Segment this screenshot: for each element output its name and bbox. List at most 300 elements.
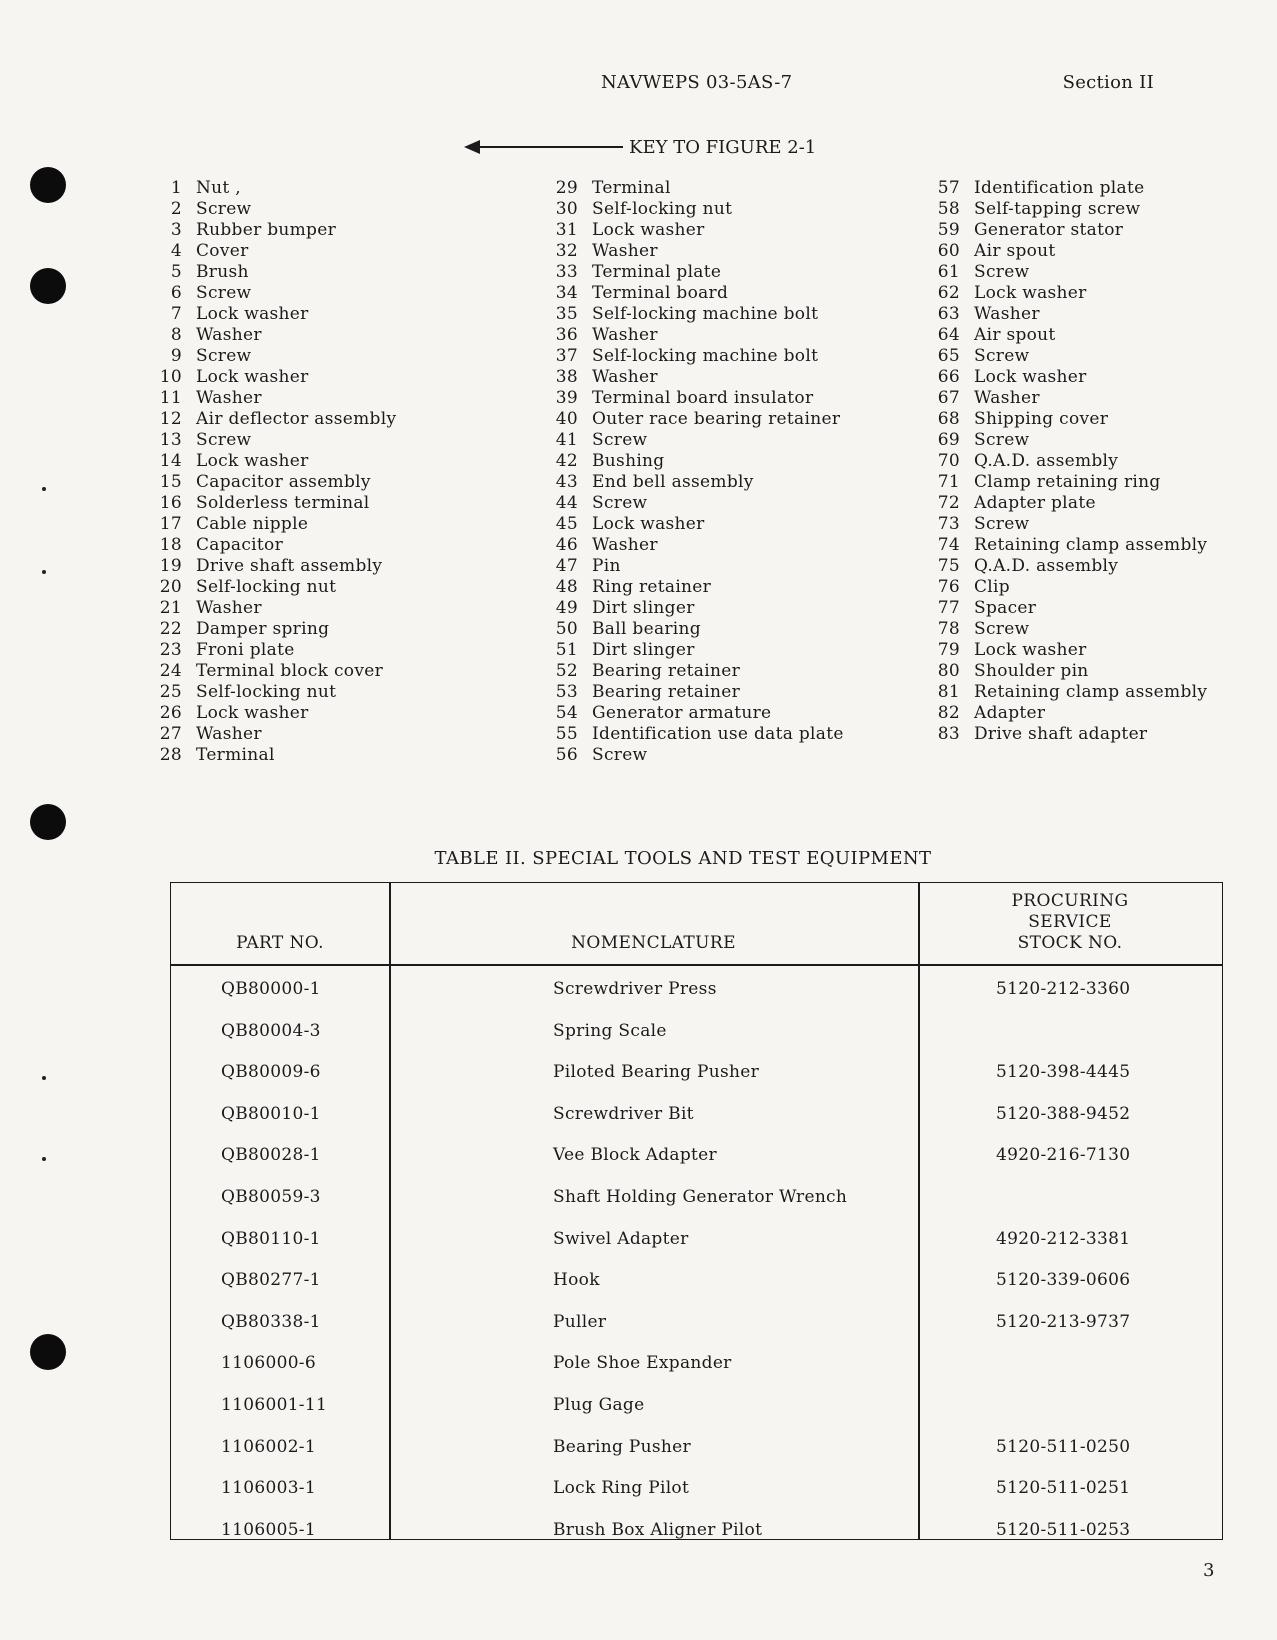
key-item-label: Generator armature (592, 703, 772, 723)
nomenclature-cell: Hook (553, 1270, 600, 1291)
key-item-number: 71 (937, 472, 960, 492)
part-number-cell: QB80059-3 (221, 1187, 321, 1207)
key-item (540, 514, 844, 535)
key-item (540, 304, 844, 325)
key-item (156, 724, 396, 745)
key-item-number: 65 (937, 346, 960, 366)
key-title-text: KEY TO FIGURE 2-1 (629, 136, 817, 158)
key-item-label: Rubber bumper (196, 220, 337, 240)
table-row (171, 1395, 1222, 1437)
key-item-label: Self-tapping screw (974, 199, 1141, 219)
key-item-label: Washer (592, 325, 658, 345)
key-item-label: Generator stator (974, 220, 1124, 240)
part-number-cell: QB80338-1 (221, 1311, 321, 1332)
part-number-cell: QB80110-1 (221, 1228, 321, 1249)
key-item (156, 409, 396, 430)
nomenclature-cell: Spring Scale (553, 1020, 667, 1041)
key-item-label: Cable nipple (196, 514, 309, 534)
key-item-number: 75 (937, 556, 960, 576)
nomenclature-cell: Screwdriver Bit (553, 1103, 694, 1124)
key-item (922, 556, 1207, 577)
key-item-label: Screw (974, 514, 1030, 534)
key-item-label: Screw (592, 493, 648, 513)
binder-hole (30, 804, 66, 840)
left-arrow-icon (468, 146, 623, 148)
key-item (156, 325, 396, 346)
key-item (922, 178, 1207, 199)
key-item-label: Ball bearing (592, 619, 701, 639)
key-item-label: Terminal plate (592, 262, 722, 282)
key-item-label: Washer (974, 388, 1040, 408)
table-row (171, 979, 1222, 1021)
part-number-cell: QB80009-6 (221, 1062, 321, 1083)
key-item (156, 283, 396, 304)
key-item-label: Lock washer (196, 304, 309, 324)
key-item-label: Lock washer (974, 640, 1087, 660)
key-item (156, 367, 396, 388)
key-item (540, 430, 844, 451)
key-item-number: 15 (159, 472, 182, 492)
key-item (922, 661, 1207, 682)
key-item-label: Outer race bearing retainer (592, 409, 841, 429)
key-item (156, 451, 396, 472)
header-divider (171, 964, 1222, 966)
table-row (171, 1229, 1222, 1271)
key-item-number: 79 (937, 640, 960, 660)
key-item (922, 346, 1207, 367)
key-item-label: Self-locking nut (592, 199, 733, 219)
tools-table (170, 882, 1223, 1540)
key-item-label: Capacitor assembly (196, 472, 371, 492)
key-item-number: 43 (555, 472, 578, 492)
key-item (922, 535, 1207, 556)
key-item-number: 59 (937, 220, 960, 240)
key-item-number: 56 (555, 745, 578, 765)
key-item-label: Drive shaft adapter (974, 724, 1148, 744)
key-item-number: 62 (937, 283, 960, 303)
key-item-label: Screw (196, 199, 252, 219)
nomenclature-cell: Screwdriver Press (553, 979, 717, 999)
key-item (540, 409, 844, 430)
key-item-number: 22 (159, 619, 182, 639)
key-item-label: Terminal (196, 745, 275, 765)
key-item-label: Self-locking nut (196, 682, 337, 702)
key-item-number: 5 (170, 262, 182, 282)
key-item-label: Identification plate (974, 178, 1145, 198)
part-number-cell: 1106003-1 (221, 1478, 316, 1499)
key-item-number: 24 (159, 661, 182, 681)
key-item-number: 16 (159, 493, 182, 513)
key-item-number: 41 (555, 430, 578, 450)
key-item-label: Screw (974, 430, 1030, 450)
key-item-number: 55 (555, 724, 578, 744)
key-item-number: 30 (555, 199, 578, 219)
key-item (540, 388, 844, 409)
key-item-label: Lock washer (196, 367, 309, 387)
key-item (922, 430, 1207, 451)
key-item-number: 23 (159, 640, 182, 660)
key-item (156, 640, 396, 661)
key-item (922, 283, 1207, 304)
key-item-number: 9 (170, 346, 182, 366)
key-item-label: Capacitor (196, 535, 284, 555)
key-item-number: 17 (159, 514, 182, 534)
key-item-number: 13 (159, 430, 182, 450)
key-item (156, 535, 396, 556)
key-item-number: 72 (937, 493, 960, 513)
key-item-label: Lock washer (974, 283, 1087, 303)
key-item (922, 388, 1207, 409)
key-item-label: Cover (196, 241, 249, 261)
page-number: 3 (1203, 1560, 1215, 1581)
key-item-number: 53 (555, 682, 578, 702)
key-item (922, 451, 1207, 472)
key-item-label: Screw (974, 619, 1030, 639)
binder-hole (30, 1334, 66, 1370)
key-item (540, 703, 844, 724)
key-item (540, 577, 844, 598)
key-item (156, 346, 396, 367)
key-item-number: 80 (937, 661, 960, 681)
key-item-label: Washer (196, 598, 262, 618)
key-item-label: Solderless terminal (196, 493, 370, 513)
key-item-number: 12 (159, 409, 182, 429)
key-column-2 (540, 178, 844, 766)
key-item (540, 472, 844, 493)
key-item-label: Terminal block cover (196, 661, 384, 681)
key-item-label: Washer (196, 724, 262, 744)
key-item-label: Shoulder pin (974, 661, 1089, 681)
key-column-3 (922, 178, 1207, 745)
key-item-label: Washer (974, 304, 1040, 324)
key-item (540, 493, 844, 514)
key-item-number: 3 (170, 220, 182, 240)
key-item-label: Damper spring (196, 619, 330, 639)
nomenclature-cell: Pole Shoe Expander (553, 1353, 732, 1374)
binder-hole (30, 167, 66, 203)
key-item (156, 262, 396, 283)
part-number-cell: QB80010-1 (221, 1103, 321, 1124)
table-row (171, 1270, 1222, 1312)
key-item-number: 1 (170, 178, 182, 198)
key-item (922, 514, 1207, 535)
nomenclature-cell: Shaft Holding Generator Wrench (553, 1187, 848, 1207)
key-item (540, 367, 844, 388)
key-item-number: 48 (555, 577, 578, 597)
key-item-number: 73 (937, 514, 960, 534)
key-item-label: Nut , (196, 178, 241, 198)
key-item-label: Q.A.D. assembly (974, 556, 1119, 576)
key-item (540, 325, 844, 346)
part-number-cell: 1106000-6 (221, 1353, 316, 1374)
key-item-label: Bushing (592, 451, 665, 471)
nomenclature-cell: Plug Gage (553, 1395, 645, 1415)
key-item (922, 199, 1207, 220)
key-item-label: Dirt slinger (592, 598, 695, 618)
key-item-number: 19 (159, 556, 182, 576)
scan-speck (42, 570, 46, 574)
key-item-label: Adapter plate (974, 493, 1096, 513)
key-item (156, 682, 396, 703)
key-item-number: 51 (555, 640, 578, 660)
document-id: NAVWEPS 03-5AS-7 (601, 72, 793, 93)
key-item-label: End bell assembly (592, 472, 754, 492)
key-item-number: 6 (170, 283, 182, 303)
key-item (922, 409, 1207, 430)
key-item-label: Screw (592, 745, 648, 765)
part-number-cell: QB80000-1 (221, 979, 321, 999)
key-item (922, 682, 1207, 703)
key-item-label: Clip (974, 577, 1010, 597)
key-item (156, 199, 396, 220)
key-item-number: 36 (555, 325, 578, 345)
key-item (540, 640, 844, 661)
key-item-label: Lock washer (974, 367, 1087, 387)
header-part-no: PART NO. (236, 933, 324, 953)
key-item-number: 31 (555, 220, 578, 240)
key-item-label: Lock washer (592, 220, 705, 240)
key-item-number: 33 (555, 262, 578, 282)
key-item (540, 178, 844, 199)
key-item-label: Lock washer (196, 703, 309, 723)
key-item-number: 39 (555, 388, 578, 408)
key-item-number: 28 (159, 745, 182, 765)
key-item (156, 514, 396, 535)
key-item (156, 430, 396, 451)
key-item (540, 598, 844, 619)
key-item-label: Washer (592, 535, 658, 555)
key-item-number: 7 (170, 304, 182, 324)
stock-number-cell: 4920-216-7130 (996, 1145, 1131, 1166)
scan-speck (42, 1157, 46, 1161)
table-row (171, 1353, 1222, 1395)
key-item-label: Dirt slinger (592, 640, 695, 660)
key-item (540, 283, 844, 304)
nomenclature-cell: Swivel Adapter (553, 1228, 689, 1249)
table-row (171, 1187, 1222, 1229)
key-item-label: Screw (974, 346, 1030, 366)
key-item-label: Spacer (974, 598, 1037, 618)
nomenclature-cell: Brush Box Aligner Pilot (553, 1519, 763, 1540)
stock-number-cell: 5120-511-0253 (996, 1519, 1131, 1540)
table-row (171, 1312, 1222, 1354)
scan-speck (42, 1076, 46, 1080)
key-item-label: Clamp retaining ring (974, 472, 1161, 492)
key-item-label: Terminal board insulator (592, 388, 814, 408)
key-item (922, 241, 1207, 262)
key-item-number: 40 (555, 409, 578, 429)
key-item-number: 47 (555, 556, 578, 576)
stock-number-cell: 5120-388-9452 (996, 1103, 1131, 1124)
key-item (922, 325, 1207, 346)
key-item (540, 346, 844, 367)
table-row (171, 1062, 1222, 1104)
table-row (171, 1520, 1222, 1562)
key-item (156, 493, 396, 514)
key-item-number: 69 (937, 430, 960, 450)
key-item (922, 220, 1207, 241)
table-title: TABLE II. SPECIAL TOOLS AND TEST EQUIPMENT (434, 848, 932, 869)
key-item (922, 577, 1207, 598)
key-item (156, 703, 396, 724)
key-item-number: 45 (555, 514, 578, 534)
key-item-label: Bearing retainer (592, 682, 741, 702)
part-number-cell: 1106005-1 (221, 1519, 316, 1540)
stock-number-cell: 5120-213-9737 (996, 1311, 1131, 1332)
key-item-label: Screw (196, 346, 252, 366)
key-item (156, 178, 396, 199)
key-item (156, 745, 396, 766)
key-item (922, 724, 1207, 745)
header-nomenclature: NOMENCLATURE (571, 933, 736, 953)
key-item-label: Lock washer (592, 514, 705, 534)
key-item-label: Washer (592, 367, 658, 387)
nomenclature-cell: Piloted Bearing Pusher (553, 1062, 760, 1083)
key-item-label: Screw (592, 430, 648, 450)
key-item (540, 619, 844, 640)
key-item-label: Terminal (592, 178, 671, 198)
key-item-label: Self-locking machine bolt (592, 304, 819, 324)
key-item-label: Q.A.D. assembly (974, 451, 1119, 471)
table-row (171, 1104, 1222, 1146)
key-item-label: Screw (974, 262, 1030, 282)
key-item-number: 83 (937, 724, 960, 744)
key-item-number: 10 (159, 367, 182, 387)
key-item-number: 61 (937, 262, 960, 282)
part-number-cell: QB80028-1 (221, 1145, 321, 1166)
table-row (171, 1021, 1222, 1063)
key-item-number: 42 (555, 451, 578, 471)
key-item-label: Identification use data plate (592, 724, 844, 744)
key-column-1 (156, 178, 396, 766)
key-item (156, 619, 396, 640)
key-item-number: 66 (937, 367, 960, 387)
key-item-label: Retaining clamp assembly (974, 535, 1208, 555)
stock-number-cell: 5120-212-3360 (996, 979, 1131, 999)
key-item-number: 74 (937, 535, 960, 555)
key-item (540, 262, 844, 283)
key-item-number: 34 (555, 283, 578, 303)
key-item-number: 2 (170, 199, 182, 219)
key-item-number: 32 (555, 241, 578, 261)
key-item-label: Terminal board (592, 283, 729, 303)
part-number-cell: QB80004-3 (221, 1020, 321, 1041)
key-item-label: Washer (196, 388, 262, 408)
key-item (922, 640, 1207, 661)
key-item (156, 388, 396, 409)
key-item-label: Screw (196, 430, 252, 450)
key-item-number: 70 (937, 451, 960, 471)
key-item (156, 241, 396, 262)
binder-hole (30, 268, 66, 304)
nomenclature-cell: Lock Ring Pilot (553, 1478, 690, 1499)
key-item (156, 472, 396, 493)
key-item (922, 304, 1207, 325)
key-item-number: 60 (937, 241, 960, 261)
key-item (922, 619, 1207, 640)
stock-number-cell: 5120-511-0250 (996, 1436, 1131, 1457)
key-item (540, 682, 844, 703)
key-item-label: Ring retainer (592, 577, 712, 597)
key-item-number: 35 (555, 304, 578, 324)
stock-number-cell: 5120-339-0606 (996, 1270, 1131, 1291)
key-title (468, 135, 816, 159)
key-item-number: 8 (170, 325, 182, 345)
stock-number-cell: 5120-511-0251 (996, 1478, 1131, 1499)
key-item-number: 38 (555, 367, 578, 387)
key-item-number: 64 (937, 325, 960, 345)
part-number-cell: 1106001-11 (221, 1395, 328, 1415)
key-item (922, 367, 1207, 388)
key-item-number: 14 (159, 451, 182, 471)
key-item-number: 76 (937, 577, 960, 597)
key-item-label: Bearing retainer (592, 661, 741, 681)
table-row (171, 1437, 1222, 1479)
key-item-number: 78 (937, 619, 960, 639)
key-item (156, 661, 396, 682)
key-item (540, 451, 844, 472)
key-item-label: Washer (196, 325, 262, 345)
key-item (540, 241, 844, 262)
key-item-number: 37 (555, 346, 578, 366)
key-item-label: Froni plate (196, 640, 295, 660)
key-item (922, 703, 1207, 724)
nomenclature-cell: Puller (553, 1311, 607, 1332)
key-item-number: 44 (555, 493, 578, 513)
key-item-number: 68 (937, 409, 960, 429)
key-item-number: 20 (159, 577, 182, 597)
key-item-number: 57 (937, 178, 960, 198)
part-number-cell: 1106002-1 (221, 1436, 316, 1457)
key-item (540, 724, 844, 745)
stock-number-cell: 4920-212-3381 (996, 1228, 1131, 1249)
key-item-number: 81 (937, 682, 960, 702)
key-item (540, 220, 844, 241)
key-item-label: Shipping cover (974, 409, 1109, 429)
key-item-number: 54 (555, 703, 578, 723)
key-item-number: 58 (937, 199, 960, 219)
key-item-label: Self-locking machine bolt (592, 346, 819, 366)
key-item (922, 472, 1207, 493)
key-item-number: 77 (937, 598, 960, 618)
key-item-label: Lock washer (196, 451, 309, 471)
key-item-number: 18 (159, 535, 182, 555)
nomenclature-cell: Bearing Pusher (553, 1436, 691, 1457)
key-item (156, 556, 396, 577)
key-item (156, 304, 396, 325)
stock-number-cell: 5120-398-4445 (996, 1062, 1131, 1083)
key-item-label: Brush (196, 262, 249, 282)
key-item-label: Pin (592, 556, 621, 576)
key-item-number: 29 (555, 178, 578, 198)
table-row (171, 1478, 1222, 1520)
key-item-label: Retaining clamp assembly (974, 682, 1208, 702)
key-item (540, 661, 844, 682)
key-item (540, 535, 844, 556)
key-item-label: Air spout (974, 325, 1056, 345)
scan-speck (42, 487, 46, 491)
key-item (156, 577, 396, 598)
key-item (922, 262, 1207, 283)
key-item-number: 82 (937, 703, 960, 723)
key-item-number: 27 (159, 724, 182, 744)
key-item-number: 11 (159, 388, 182, 408)
key-item-number: 63 (937, 304, 960, 324)
key-item-label: Screw (196, 283, 252, 303)
key-item-number: 21 (159, 598, 182, 618)
key-item-number: 49 (555, 598, 578, 618)
key-item (156, 220, 396, 241)
